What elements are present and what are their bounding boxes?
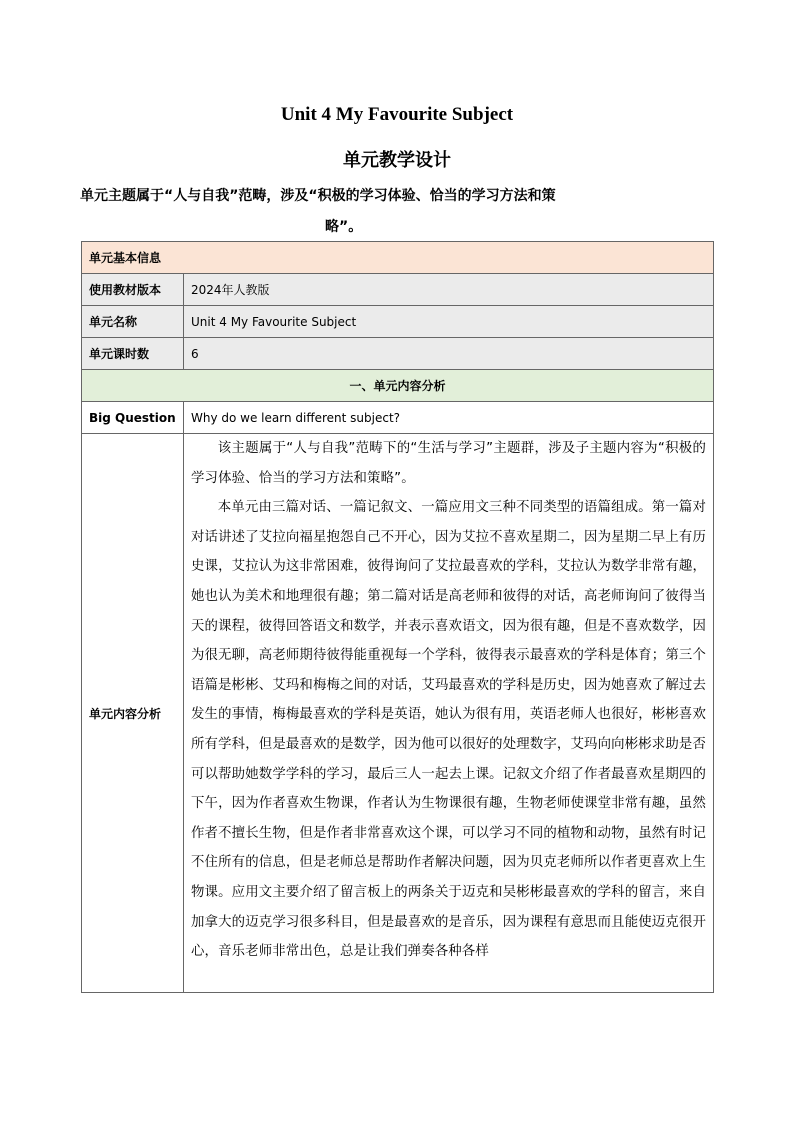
analysis-paragraph-2: 本单元由三篇对话、一篇记叙文、一篇应用文三种不同类型的语篇组成。第一篇对对话讲述了艾拉向福星抱怨自己不开心，因为艾拉不喜欢星期二，因为星期二早上有历史课，艾拉认为这非常困难，彼得询问了艾拉最喜欢的学科，艾拉认为数学非常有趣，她也认为美术和地理很有趣；第二篇对话是高老师和彼得的对话，高老师询问了彼得当天的课程，彼得回答语文和数学，并表示喜欢语文，因为很有趣，但是不喜欢数学，因为很无聊，高老师期待彼得能重视每一个学科，彼得表示最喜欢的学科是体育；第三个语篇是彬彬、艾玛和梅梅之间的对话，艾玛最喜欢的学科是历史，因为她喜欢了解过去发生的事情，梅梅最喜欢的学科是英语，她认为很有用，英语老师人也很好，彬彬喜欢所有学科，但是最喜欢的是数学，因为他可以很好的处理数字，艾玛向向彬彬求助是否可以帮助她数学学科的学习，最后三人一起去上课。记叙文介绍了作者最喜欢星期四的下午，因为作者喜欢生物课，作者认为生物课很有趣，生物老师使课堂非常有趣，虽然作者不擅长生物，但是作者非常喜欢这个课，可以学习不同的植物和动物，虽然有时记不住所有的信息，但是老师总是帮助作者解决问题，因为贝克老师所以作者更喜欢上生物课。应用文主要介绍了留言板上的两条关于迈克和吴彬彬最喜欢的学科的留言，来自加拿大的迈克学习很多科目，但是最喜欢的是音乐，因为课程有意思而且能使迈克很开心，音乐老师非常出色，总是让我们弹奏各种各样 [191, 500, 707, 960]
analysis-cell [184, 434, 714, 993]
document-title: Unit 4 My Favourite Subject [280, 104, 514, 125]
analysis-label: 单元内容分析 [82, 434, 184, 993]
document-subtitle: 单元教学设计 [343, 150, 451, 171]
table-row [82, 274, 714, 306]
row-label: 单元名称 [82, 306, 184, 338]
analysis-text [191, 434, 706, 992]
table-row [82, 306, 714, 338]
big-question-value: Why do we learn different subject? [184, 402, 714, 434]
analysis-paragraph-1: 该主题属于“人与自我”范畴下的“生活与学习”主题群，涉及子主题内容为“积极的学习体验、恰当的学习方法和策略”。 [191, 441, 707, 486]
section-header-row [82, 370, 714, 402]
section-header: 一、单元内容分析 [82, 370, 714, 402]
analysis-row [82, 434, 714, 993]
unit-design-table [81, 241, 714, 993]
row-label: 单元课时数 [82, 338, 184, 370]
info-header: 单元基本信息 [82, 242, 714, 274]
table-row [82, 338, 714, 370]
row-value: 6 [184, 338, 714, 370]
info-header-row [82, 242, 714, 274]
row-label: 使用教材版本 [82, 274, 184, 306]
big-question-row [82, 402, 714, 434]
row-value: Unit 4 My Favourite Subject [184, 306, 714, 338]
intro-line-1: 单元主题属于“人与自我”范畴，涉及“积极的学习体验、恰当的学习方法和策 [80, 188, 556, 204]
big-question-label: Big Question [82, 402, 184, 434]
intro-line-2: 略”。 [325, 219, 363, 235]
row-value: 2024年人教版 [184, 274, 714, 306]
